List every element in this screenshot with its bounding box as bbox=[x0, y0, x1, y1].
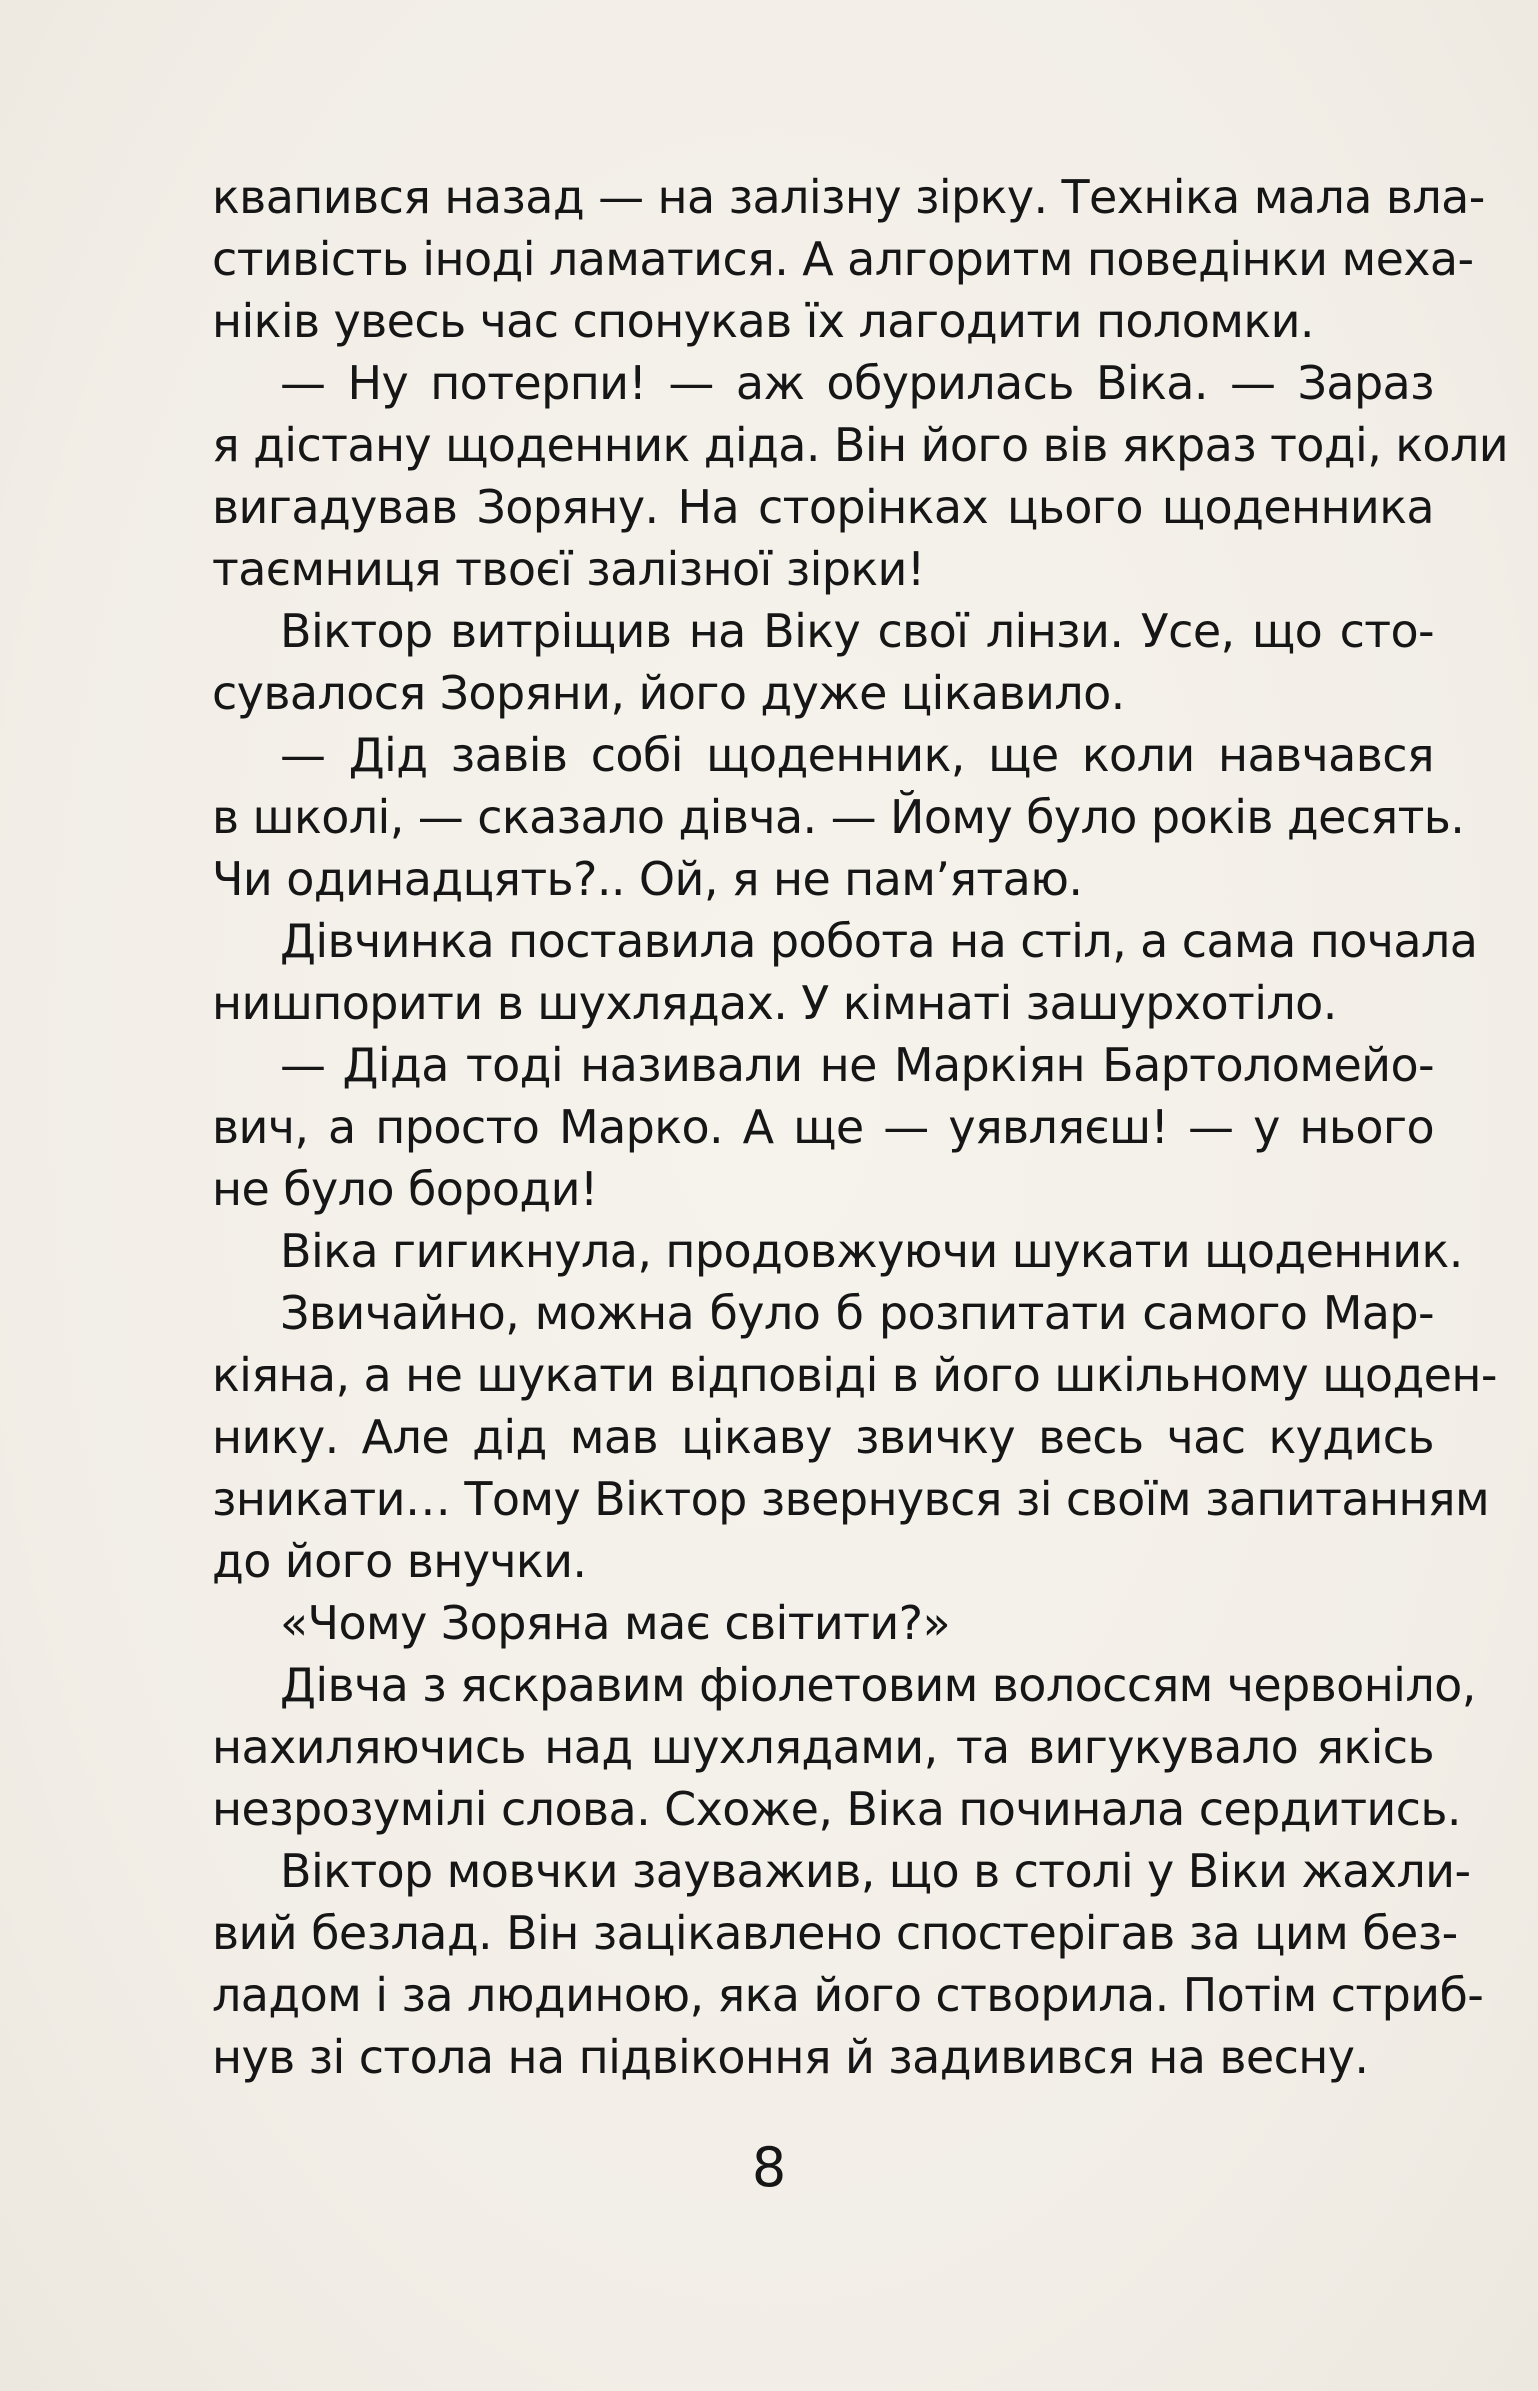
text-line: ніків увесь час спонукав їх лагодити поломки. bbox=[212, 294, 1314, 348]
page-number: 8 bbox=[751, 2136, 787, 2199]
text-line: таємниця твоєї залізної зірки! bbox=[212, 542, 925, 596]
text-line: вич, а просто Марко. А ще — уявляєш! — у нього bbox=[212, 1100, 1434, 1154]
text-line: Чи одинадцять?.. Ой, я не пам’ятаю. bbox=[212, 852, 1083, 906]
text-line: нишпорити в шухлядах. У кімнаті зашурхотіло. bbox=[212, 976, 1337, 1030]
text-line: Звичайно, можна було б розпитати самого Мар- bbox=[280, 1286, 1434, 1340]
text-line: Віка гигикнула, продовжуючи шукати щоденник. bbox=[280, 1224, 1463, 1278]
text-line: я дістану щоденник діда. Він його вів якраз тоді, коли bbox=[212, 418, 1509, 472]
text-line: вий безлад. Він зацікавлено спостерігав за цим без- bbox=[212, 1906, 1458, 1960]
text-line: стивість іноді ламатися. А алгоритм поведінки меха- bbox=[212, 232, 1474, 286]
text-line: — Дід завів собі щоденник, ще коли навчався bbox=[280, 728, 1434, 782]
text-line: в школі, — сказало дівча. — Йому було років десять. bbox=[212, 790, 1465, 844]
text-line: Віктор витріщив на Віку свої лінзи. Усе, що сто- bbox=[280, 604, 1434, 658]
text-line: кіяна, а не шукати відповіді в його шкільному щоден- bbox=[212, 1348, 1497, 1402]
text-line: до його внучки. bbox=[212, 1534, 587, 1588]
text-line: квапився назад — на залізну зірку. Техніка мала вла- bbox=[212, 170, 1485, 224]
text-line: вигадував Зоряну. На сторінках цього щоденника bbox=[212, 480, 1434, 534]
body-text bbox=[212, 166, 1509, 2088]
text-line: нику. Але дід мав цікаву звичку весь час кудись bbox=[212, 1410, 1434, 1464]
text-line: Дівча з яскравим фіолетовим волоссям червоніло, bbox=[280, 1658, 1476, 1712]
text-line: ладом і за людиною, яка його створила. Потім стриб- bbox=[212, 1968, 1484, 2022]
text-line: незрозумілі слова. Схоже, Віка починала сердитись. bbox=[212, 1782, 1461, 1836]
text-line: сувалося Зоряни, його дуже цікавило. bbox=[212, 666, 1125, 720]
text-line: — Ну потерпи! — аж обурилась Віка. — Зараз bbox=[280, 356, 1434, 410]
text-line: Дівчинка поставила робота на стіл, а сама почала bbox=[280, 914, 1478, 968]
text-line: нув зі стола на підвіконня й задивився на весну. bbox=[212, 2030, 1369, 2084]
text-line: «Чому Зоряна має світити?» bbox=[280, 1596, 951, 1650]
text-line: не було бороди! bbox=[212, 1162, 598, 1216]
text-line: зникати… Тому Віктор звернувся зі своїм запитанням bbox=[212, 1472, 1490, 1526]
text-line: нахиляючись над шухлядами, та вигукувало якісь bbox=[212, 1720, 1434, 1774]
text-line: — Діда тоді називали не Маркіян Бартоломейо- bbox=[280, 1038, 1434, 1092]
text-line: Віктор мовчки зауважив, що в столі у Віки жахли- bbox=[280, 1844, 1471, 1898]
